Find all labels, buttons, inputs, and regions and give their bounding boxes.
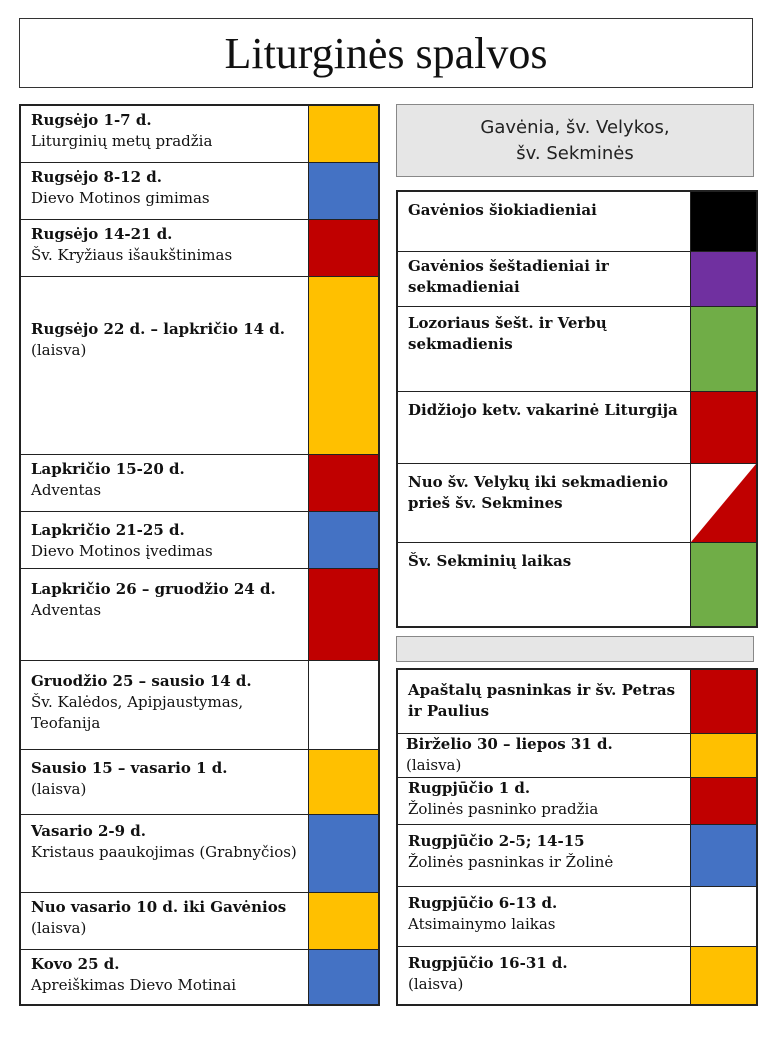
row-description: Liturginių metų pradžia xyxy=(31,132,213,150)
table-row xyxy=(398,778,756,825)
row-label: Nuo šv. Velykų iki sekmadienio prieš šv. Sekmines xyxy=(398,464,691,542)
table-row xyxy=(21,277,378,455)
row-label: Didžiojo ketv. vakarinė Liturgija xyxy=(398,392,691,463)
color-swatch xyxy=(691,192,756,251)
row-date: Rugsėjo 1-7 d. xyxy=(31,111,152,129)
table-row xyxy=(398,947,756,1004)
row-description: (laisva) xyxy=(31,341,87,359)
color-swatch xyxy=(309,661,378,749)
table-row xyxy=(21,815,378,893)
color-swatch xyxy=(691,778,756,824)
table-row xyxy=(398,543,756,626)
table-row xyxy=(21,569,378,661)
row-date: Apaštalų pasninkas ir šv. Petras ir Paulius xyxy=(408,681,676,720)
row-date: Rugpjūčio 6-13 d. xyxy=(408,894,558,912)
row-date: Rugpjūčio 2-5; 14-15 xyxy=(408,832,585,850)
row-description: (laisva) xyxy=(408,975,464,993)
lent-easter-table xyxy=(396,190,758,628)
table-row xyxy=(398,307,756,392)
color-swatch xyxy=(309,277,378,454)
row-date: Lapkričio 26 – gruodžio 24 d. xyxy=(31,580,276,598)
table-row xyxy=(398,887,756,947)
table-row xyxy=(398,734,756,778)
table-row xyxy=(21,220,378,277)
row-date: Nuo vasario 10 d. iki Gavėnios xyxy=(31,898,287,916)
white-red-split-icon xyxy=(691,464,756,542)
color-swatch xyxy=(691,734,756,777)
row-date: Rugsėjo 8-12 d. xyxy=(31,168,162,186)
row-description: Žolinės pasninko pradžia xyxy=(408,800,599,818)
table-row xyxy=(21,512,378,569)
color-swatch xyxy=(309,163,378,219)
row-label: Lozoriaus šešt. ir Verbų sekmadienis xyxy=(398,307,691,391)
table-row xyxy=(398,192,756,252)
color-swatch xyxy=(691,887,756,946)
table-row xyxy=(398,825,756,887)
color-swatch xyxy=(691,252,756,306)
table-row xyxy=(21,661,378,750)
row-date: Vasario 2-9 d. xyxy=(31,822,147,840)
color-swatch xyxy=(691,392,756,463)
table-row xyxy=(21,950,378,1004)
table-row xyxy=(21,455,378,512)
row-description: (laisva) xyxy=(31,919,87,937)
color-swatch xyxy=(309,815,378,892)
row-description: Šv. Kryžiaus išaukštinimas xyxy=(31,246,233,264)
summer-table xyxy=(396,668,758,1006)
row-date: Lapkričio 15-20 d. xyxy=(31,460,185,478)
row-date: Gruodžio 25 – sausio 14 d. xyxy=(31,672,252,690)
row-description: Adventas xyxy=(31,601,102,619)
section-header-lent-easter: Gavėnia, šv. Velykos, šv. Sekminės xyxy=(396,104,754,177)
color-swatch xyxy=(309,750,378,814)
table-row xyxy=(398,464,756,543)
color-swatch xyxy=(691,543,756,626)
left-color-table xyxy=(19,104,380,1006)
color-swatch xyxy=(309,512,378,568)
row-date: Birželio 30 – liepos 31 d. xyxy=(406,735,613,753)
section-header-summer xyxy=(396,636,754,662)
row-description: Kristaus paaukojimas (Grabnyčios) xyxy=(31,843,297,861)
row-description: Atsimainymo laikas xyxy=(408,915,556,933)
row-description: (laisva) xyxy=(31,780,87,798)
color-swatch xyxy=(691,947,756,1004)
row-label: Šv. Sekminių laikas xyxy=(398,543,691,626)
row-date: Lapkričio 21-25 d. xyxy=(31,521,185,539)
color-swatch xyxy=(691,825,756,886)
row-description: Apreiškimas Dievo Motinai xyxy=(31,976,237,994)
row-description: Žolinės pasninkas ir Žolinė xyxy=(408,853,614,871)
table-row xyxy=(21,163,378,220)
row-label: Gavėnios šiokiadieniai xyxy=(398,192,691,251)
color-swatch xyxy=(309,950,378,1004)
row-description: Šv. Kalėdos, Apipjaustymas, Teofanija xyxy=(31,693,244,732)
color-swatch xyxy=(691,307,756,391)
table-row xyxy=(398,392,756,464)
table-row xyxy=(21,106,378,163)
row-description: Dievo Motinos gimimas xyxy=(31,189,210,207)
row-date: Rugsėjo 22 d. – lapkričio 14 d. xyxy=(31,320,286,338)
table-row xyxy=(21,893,378,950)
row-description: Dievo Motinos įvedimas xyxy=(31,542,213,560)
color-swatch xyxy=(309,220,378,276)
row-date: Sausio 15 – vasario 1 d. xyxy=(31,759,228,777)
table-row xyxy=(398,252,756,307)
color-swatch xyxy=(309,569,378,660)
row-date: Rugpjūčio 1 d. xyxy=(408,779,531,797)
row-label: Gavėnios šeštadieniai ir sekmadieniai xyxy=(398,252,691,306)
row-date: Rugpjūčio 16-31 d. xyxy=(408,954,568,972)
table-row xyxy=(398,670,756,734)
row-description: Adventas xyxy=(31,481,102,499)
page-title: Liturginės spalvos xyxy=(19,18,753,88)
color-swatch xyxy=(309,893,378,949)
table-row xyxy=(21,750,378,815)
row-date: Kovo 25 d. xyxy=(31,955,120,973)
color-swatch xyxy=(309,455,378,511)
color-swatch-split xyxy=(691,464,756,542)
color-swatch xyxy=(309,106,378,162)
row-description: (laisva) xyxy=(406,756,462,774)
color-swatch xyxy=(691,670,756,733)
row-date: Rugsėjo 14-21 d. xyxy=(31,225,173,243)
